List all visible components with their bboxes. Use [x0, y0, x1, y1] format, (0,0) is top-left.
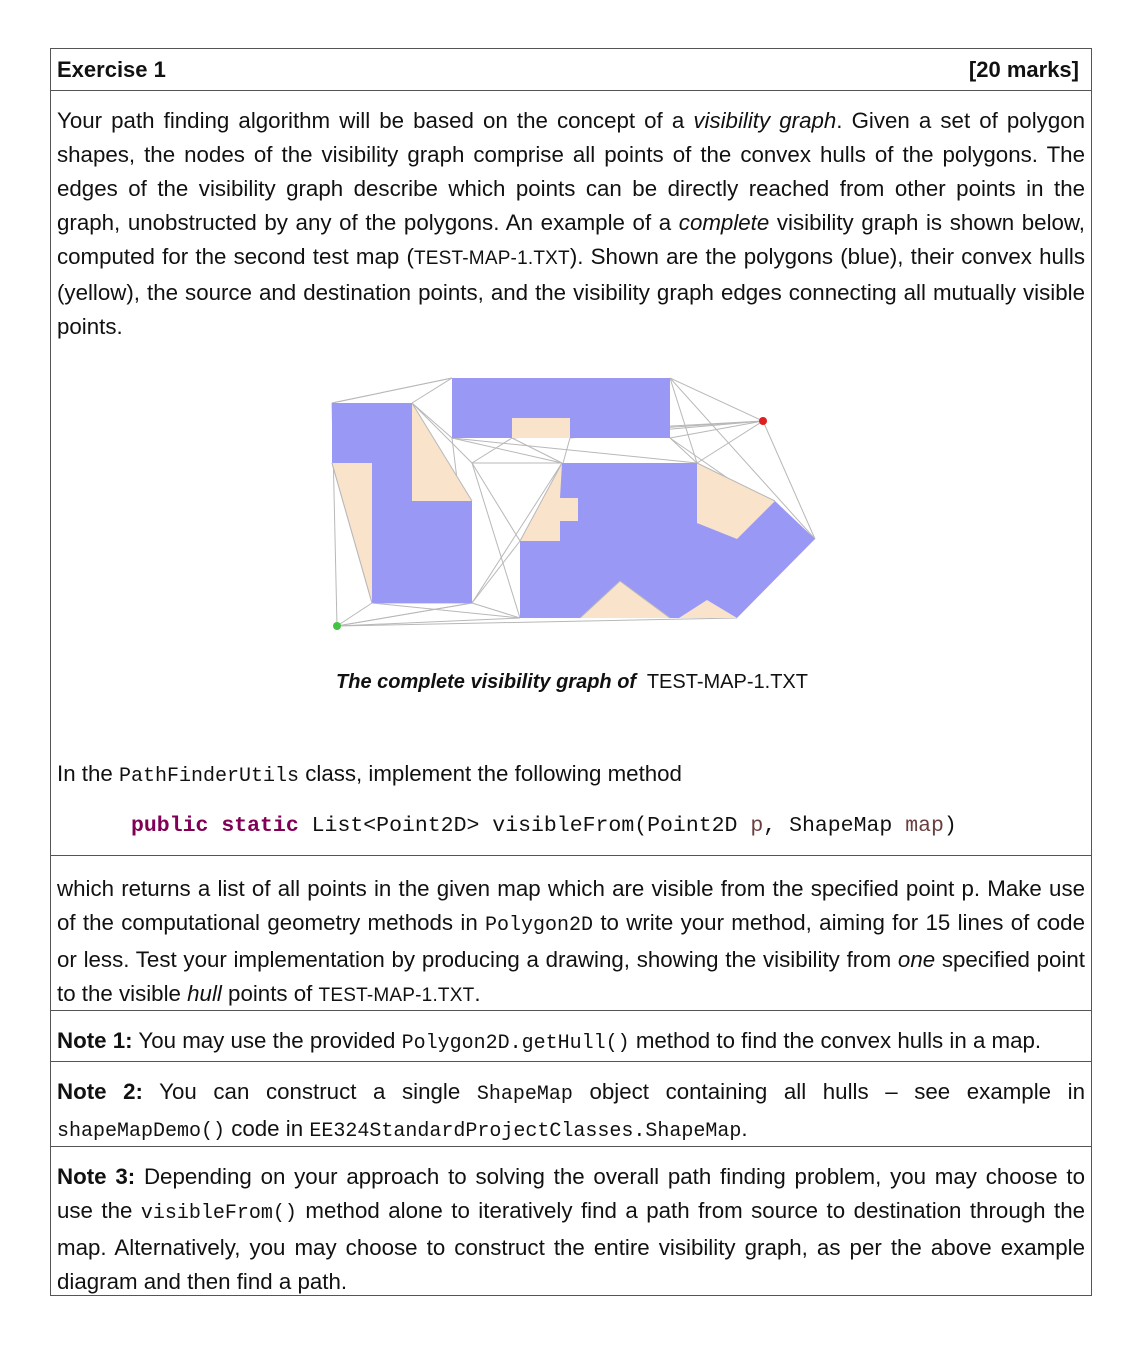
param-p: p [750, 814, 764, 838]
description-text-5: . [474, 981, 481, 1006]
implement-text-2: class, implement the following method [299, 761, 682, 786]
description-text-4: points of [221, 981, 319, 1006]
caption-filename: TEST-MAP-1.TXT [646, 671, 808, 693]
description-emphasis-one: one [897, 947, 936, 972]
intro-text-2: . Given a set of polygon shapes, the nodes of the visibility graph comprise all points of the convex hulls of the polygons. The edges of the visibility graph describe which points can be directly reached from other points in the graph, unobstructed by any of the polygons. An example of a [57, 108, 1086, 235]
description-text-2: to write your method, aiming for 15 lines of code or less. Test your implementation by producing a drawing, showing the visibility from [57, 910, 1085, 972]
intro-text-4: ). Shown are the polygons (blue), their convex hulls (yellow), the source and destination points, and the visibility graph edges connecting all mutually visible points. [57, 244, 1086, 339]
polygons [332, 378, 815, 618]
method-signature [131, 814, 957, 838]
note-3-text-2: method alone to iteratively find a path from source to destination through the map. Alternatively, you may choose to construct the entire visibility graph, as per the above example diagram and then find a path. [57, 1198, 1085, 1294]
class-name: PathFinderUtils [118, 765, 300, 788]
intro-filename: TEST-MAP-1.TXT [413, 248, 570, 269]
divider [51, 1061, 1091, 1062]
exercise-box [50, 48, 1092, 1296]
note-3-text-1: Depending on your approach to solving the overall path finding problem, you may choose to use the [57, 1164, 1085, 1223]
implement-paragraph [57, 757, 1085, 794]
note-2-code-3: EE324StandardProjectClasses.ShapeMap [309, 1120, 742, 1143]
note-1-label: Note 1: [57, 1028, 133, 1053]
intro-emphasis-2: complete [678, 210, 770, 235]
hull-region [512, 418, 570, 438]
polygon-class-name: Polygon2D [485, 914, 594, 937]
method-name: visibleFrom(Point2D [492, 814, 738, 838]
note-2-text-3: code in [225, 1116, 310, 1141]
destination-point [759, 417, 767, 425]
note-3 [57, 1160, 1085, 1299]
note-1 [57, 1024, 1085, 1061]
note-2-text-2: object containing all hulls – see example in [572, 1079, 1086, 1104]
description-filename: TEST-MAP-1.TXT [318, 985, 475, 1006]
source-point [333, 622, 341, 630]
visibility-graph-figure [329, 371, 825, 633]
implement-text-1: In the [57, 761, 119, 786]
intro-text-3: visibility graph is shown below, computed for the second test map ( [57, 210, 1085, 269]
note-3-label: Note 3: [57, 1164, 136, 1189]
param-type-shapemap: ShapeMap [789, 814, 893, 838]
divider [51, 1146, 1091, 1147]
signature-comma: , [763, 814, 777, 838]
divider [51, 1010, 1091, 1011]
exercise-marks: [20 marks] [968, 57, 1079, 82]
note-1-text-2: method to find the convex hulls in a map. [629, 1028, 1042, 1053]
description-text-1: which returns a list of all points in the given map which are visible from the specified point p. Make use of the computational geometry methods in [57, 876, 1085, 935]
note-2-label: Note 2: [57, 1079, 143, 1104]
divider [51, 855, 1091, 856]
note-3-code: visibleFrom() [140, 1202, 297, 1225]
polygon [520, 463, 815, 618]
description-emphasis-hull: hull [187, 981, 222, 1006]
note-2 [57, 1075, 1085, 1149]
signature-close: ) [943, 814, 957, 838]
description-text-3: specified point to the visible [57, 947, 1085, 1006]
note-2-code-1: ShapeMap [476, 1083, 573, 1106]
intro-emphasis-1: visibility graph [693, 108, 837, 133]
note-2-text-1: You can construct a single [142, 1079, 477, 1104]
note-1-code: Polygon2D.getHull() [401, 1032, 630, 1055]
exercise-header [51, 49, 1091, 91]
param-map: map [905, 814, 944, 838]
return-type: List<Point2D> [311, 814, 480, 838]
intro-text-1: Your path finding algorithm will be based on the concept of a [57, 108, 694, 133]
description-paragraph [57, 872, 1085, 1013]
figure-caption [51, 671, 1093, 694]
note-1-text-1: You may use the provided [132, 1028, 402, 1053]
caption-bold: The complete visibility graph of [336, 671, 637, 693]
exercise-title: Exercise 1 [57, 57, 166, 82]
note-2-text-4: . [741, 1116, 748, 1141]
keyword-static: static [221, 814, 299, 838]
keyword-public: public [131, 814, 209, 838]
intro-paragraph [57, 104, 1085, 344]
note-2-code-2: shapeMapDemo() [57, 1120, 226, 1143]
